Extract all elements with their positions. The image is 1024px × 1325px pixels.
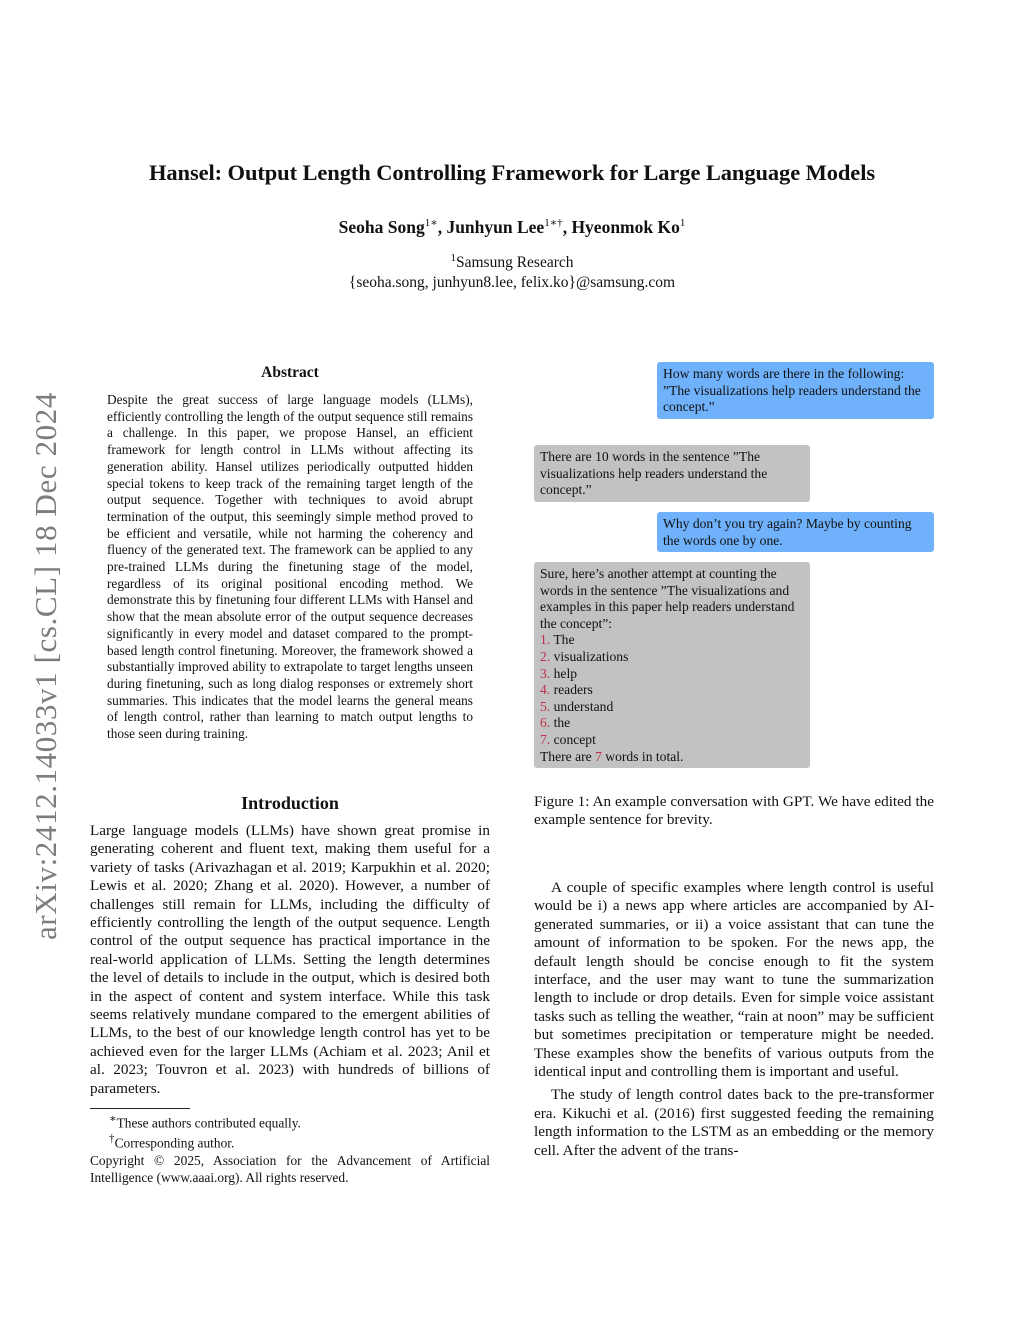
- affiliation-mark: 1: [450, 252, 456, 264]
- footnote-text: These authors contributed equally.: [116, 1115, 301, 1131]
- author-list: Seoha Song$^{1∗}$, Junhyun Lee$^{1∗\dagger}$, Hyeonmok Ko$^1$: [338, 216, 686, 237]
- list-word: The: [553, 632, 575, 648]
- body-paragraph: A couple of specific examples where length control is useful would be i) a news app where articles are accompanied by AI-generated summaries, or ii) a voice assistant that can tune the amount of information to be spoken. For the news app, the default length should be concise enough to fit the system interface, and the user may want to tune the summarization length to include or drop details. Even for simple voice assistant tasks such as telling the weather, “rain at noon” may be sufficient but sometimes precipitation or temperature might be needed. These examples show the benefits of various outputs from the identical input and controlling them is important and useful.: [534, 879, 934, 1081]
- list-number: 6.: [540, 715, 551, 731]
- word-count-list: [540, 632, 804, 748]
- footnotes: [90, 1111, 490, 1186]
- list-number: 1.: [540, 632, 551, 648]
- footnote-mark: †: [109, 1133, 115, 1146]
- list-item: [540, 649, 804, 666]
- list-item: [540, 682, 804, 699]
- list-word: the: [553, 715, 571, 731]
- list-number: 3.: [540, 665, 551, 681]
- list-word: help: [553, 665, 578, 681]
- list-number: 4.: [540, 682, 551, 698]
- body-paragraph: The study of length control dates back to the pre-transformer era. Kikuchi et al. (2016) first suggested feeding the remaining length information to the LSTM as an embedding or the memory cell. After the advent of the trans-: [534, 1086, 934, 1159]
- list-number: 2.: [540, 648, 551, 664]
- abstract-section: [107, 364, 473, 743]
- list-item: [540, 666, 804, 683]
- introduction-heading: Introduction: [241, 793, 339, 813]
- word-total-prefix: There are: [540, 748, 596, 764]
- author-marks: 1: [679, 217, 686, 229]
- author-emails: {seoha.song, junhyun8.lee, felix.ko}@samsung.com: [348, 274, 676, 292]
- right-column-body: [534, 879, 934, 1160]
- user-message-bubble: [657, 362, 934, 419]
- author-marks: 1∗†: [544, 217, 563, 229]
- author-name: Seoha Song: [338, 216, 425, 237]
- list-number: 5.: [540, 698, 551, 714]
- footnote-text: Corresponding author.: [114, 1135, 235, 1151]
- paper-title: Hansel: Output Length Controlling Framework for Large Language Models: [148, 160, 876, 185]
- footnote-corresponding: [90, 1131, 490, 1151]
- list-item: [540, 715, 804, 732]
- author-marks: 1∗: [424, 217, 438, 229]
- affiliation-name: Samsung Research: [455, 254, 574, 272]
- figure-caption: Figure 1: An example conversation with GPT. We have edited the example sentence for brevity.: [534, 793, 934, 829]
- author-name: Hyeonmok Ko: [571, 216, 680, 237]
- list-item: [540, 632, 804, 649]
- list-word: readers: [553, 682, 593, 698]
- assistant-message-text: Sure, here’s another attempt at counting the words in the sentence ”The visualizations and examples in this paper help readers understand the concept”:: [540, 566, 795, 631]
- list-word: concept: [553, 731, 596, 747]
- list-word: understand: [553, 698, 614, 714]
- abstract-text: Despite the great success of large language models (LLMs), efficiently controlling the length of the output sequence still remains a challenge. In this paper, we propose Hansel, an efficient framework for length control in LLMs without affecting its generation ability. Hansel utilizes periodically outputted hidden special tokens to keep track of the remaining target length of the output sequence. Together with techniques to avoid abrupt termination of the output, this seemingly simple method proved to be efficient and versatile, while not harming the coherency and fluency of the generated text. The framework can be applied to any pre-trained LLMs during the finetuning stage of the model, regardless of its original positional encoding method. We demonstrate this by finetuning four different LLMs with Hansel and show that the mean absolute error of the output sequence decreases significantly in every model and dataset compared to the prompt-based length control finetuning. Moreover, the framework showed a substantially improved ability to extrapolate to target lengths unseen during finetuning, such as long dialog responses or extremely short summaries. This indicates that the model learns the general means of length control, rather than learning to match output lengths to those seen during training.: [107, 392, 473, 742]
- user-message-text: Why don’t you try again? Maybe by counting the words one by one.: [663, 516, 912, 548]
- word-total-suffix: words in total.: [601, 748, 684, 764]
- footnote-equal-contribution: [90, 1111, 490, 1131]
- list-number: 7.: [540, 731, 551, 747]
- abstract-heading: Abstract: [261, 364, 319, 381]
- copyright-notice: Copyright © 2025, Association for the Advancement of Artificial Intelligence (www.aaai.org). All rights reserved.: [90, 1152, 490, 1185]
- introduction-section: [90, 793, 490, 1098]
- assistant-message-bubble: [534, 562, 810, 768]
- assistant-message-bubble: [534, 445, 810, 502]
- introduction-paragraph: Large language models (LLMs) have shown great promise in generating coherent and fluent text, making them useful for a variety of tasks (Arivazhagan et al. 2019; Karpukhin et al. 2020; Lewis et al. 2020; Zhang et al. 2020). However, a number of challenges still remain for LLMs, including the difficulty of efficiently controlling the length of the output sequence. Length control of the output sequence has practical importance in the real-world application of LLMs. Setting the length determines the level of details to include in the output, which is desired both in the aspect of content and system interface. While this task seems relatively mundane compared to the emergent abilities of LLMs, to the best of our knowledge length control has yet to be achieved even for the larger LLMs (Achiam et al. 2023; Anil et al. 2023; Touvron et al. 2023) with hundreds of billions of parameters.: [90, 822, 490, 1097]
- list-item: [540, 699, 804, 716]
- assistant-message-text: There are 10 words in the sentence ”The visualizations help readers understand the concept.”: [540, 449, 768, 498]
- user-message-text: How many words are there in the following: ”The visualizations help readers understand the concept.”: [663, 366, 921, 415]
- arxiv-identifier: arXiv:2412.14033v1 [cs.CL] 18 Dec 2024: [28, 392, 63, 940]
- user-message-bubble: [657, 512, 934, 552]
- footnote-rule: [90, 1108, 190, 1109]
- footnote-mark: ∗: [109, 1113, 117, 1125]
- list-word: visualizations: [553, 648, 629, 664]
- word-total-number: 7: [595, 748, 602, 764]
- author-name: Junhyun Lee: [446, 216, 545, 237]
- list-item: [540, 732, 804, 749]
- word-total-line: [540, 749, 804, 766]
- affiliation-block: [0, 248, 1024, 293]
